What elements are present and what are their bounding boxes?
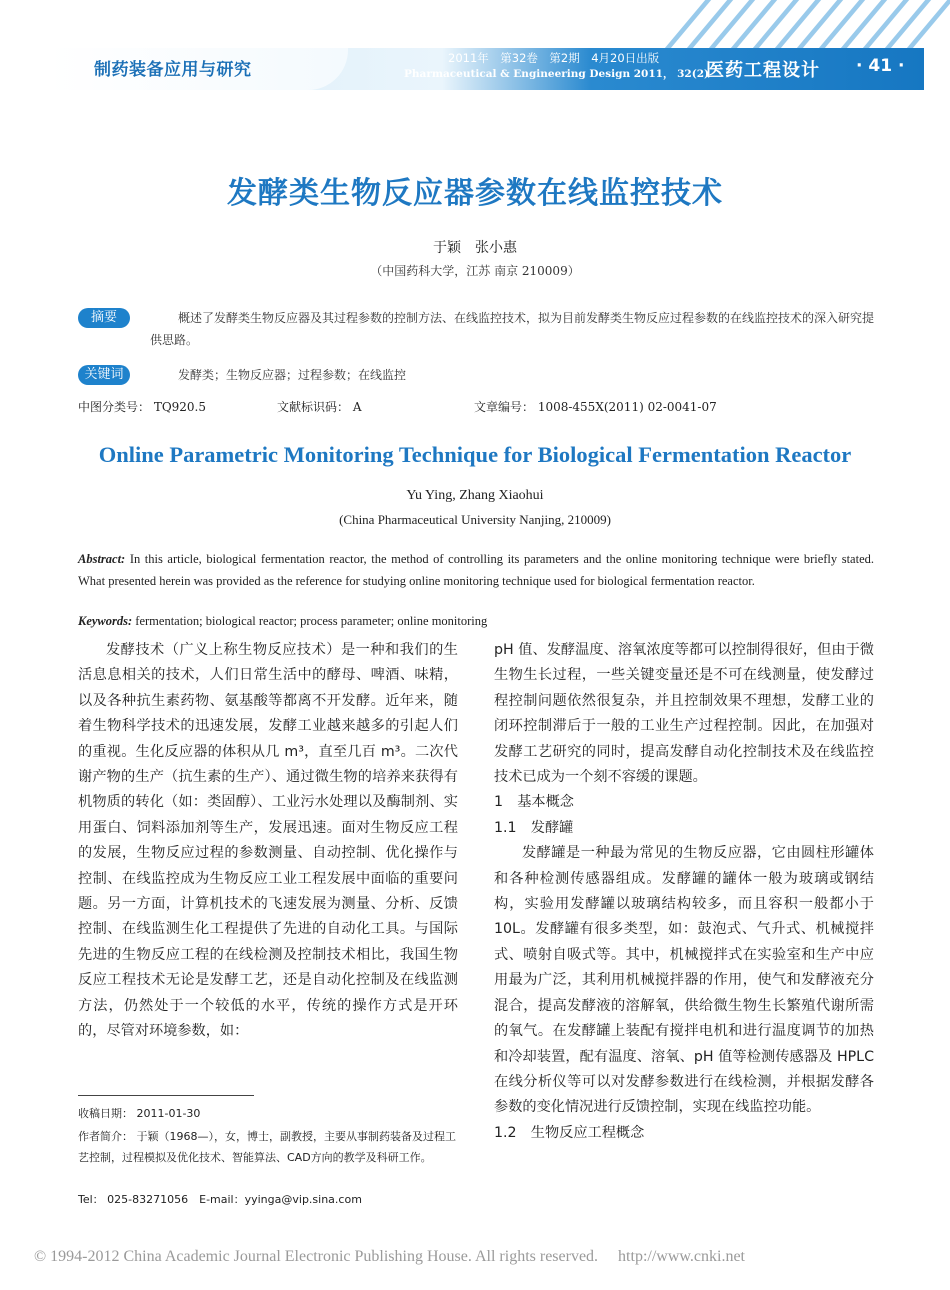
- keywords-en-text: fermentation; biological reactor; process parameter; online monitoring: [135, 614, 488, 628]
- body-column-right: [494, 638, 874, 1146]
- footnote-contact: Tel： 025-83271056 E-mail：yyinga@vip.sina.com: [78, 1193, 362, 1206]
- paper-title-en: Online Parametric Monitoring Technique for Biological Fermentation Reactor: [98, 442, 852, 467]
- clc-number: 中图分类号： TQ920.5: [78, 400, 207, 414]
- keywords-en: [78, 614, 874, 629]
- paper-title-cn: 发酵类生物反应器参数在线监控技术: [227, 176, 723, 211]
- keywords-badge: 关键词: [78, 365, 130, 385]
- affiliation-cn: （中国药科大学，江苏 南京 210009）: [370, 264, 580, 278]
- section-heading-1: 1 基本概念: [494, 794, 574, 811]
- document-code: 文献标识码： A: [277, 400, 362, 414]
- authors-cn: 于颖 张小惠: [433, 240, 517, 256]
- section-heading-1-1: 1.1 发酵罐: [494, 819, 574, 836]
- authors-en: Yu Ying, Zhang Xiaohui: [406, 488, 544, 503]
- abstract-en-text: In this article, biological fermentation reactor, the method of controlling its parameters and the online monitoring technique were briefly stated. What presented herein was provided as the reference for studying online monitoring technique used for biological fermentation reactor.: [78, 552, 874, 588]
- abstract-cn: 概述了发酵类生物反应器及其过程参数的控制方法、在线监控技术，拟为目前发酵类生物反应过程参数的在线监控技术的深入研究提供思路。: [150, 311, 875, 347]
- journal-name: 医药工程设计: [706, 60, 820, 81]
- footnote-author: 作者简介： 于颖（1968—），女，博士，副教授，主要从事制药装备及过程工艺控制，过程模拟及优化技术、智能算法、CAD方向的教学及科研工作。: [78, 1130, 456, 1164]
- abstract-badge: 摘要: [78, 308, 130, 328]
- keywords-cn: 发酵类；生物反应器；过程参数；在线监控: [178, 368, 407, 382]
- keywords-en-label: Keywords:: [78, 614, 133, 628]
- header-decorative-stripes: [640, 0, 950, 48]
- footnote-rule: [78, 1095, 254, 1096]
- affiliation-en: (China Pharmaceutical University Nanjing, 210009): [339, 512, 611, 527]
- abstract-en-label: Abstract:: [78, 552, 126, 566]
- copyright-footer: © 1994-2012 China Academic Journal Electronic Publishing House. All rights reserved. http://www.cnki.net: [34, 1248, 745, 1265]
- page-number: · 41 ·: [856, 56, 905, 76]
- body-paragraph: 发酵罐是一种最为常见的生物反应器，它由圆柱形罐体和各种检测传感器组成。发酵罐的罐体一般为玻璃或钢结构，实验用发酵罐以玻璃结构较多，而且容积一般都小于 10L。发酵罐有很多类型，如：鼓泡式、气升式、机械搅拌式、喷射自吸式等。其中，机械搅拌式在实验室和生产中应用最为广泛，其利用机械搅拌器的作用，使气和发酵液充分混合，提高发酵液的溶解氧，供给微生物生长繁殖代谢所需的氧气。在发酵罐上装配有搅拌电机和进行温度调节的加热和冷却装置，配有温度、溶氧、pH 值等检测传感器及 HPLC 在线分析仪等可以对发酵参数进行在线检测，并根据发酵各参数的变化情况进行反馈控制，实现在线监控功能。: [494, 845, 874, 1116]
- body-column-left: [78, 638, 458, 1045]
- abstract-en: [78, 549, 874, 592]
- article-number: 文章编号： 1008-455X(2011) 02-0041-07: [474, 400, 717, 414]
- issue-info-cn: 2011年 第32卷 第2期 4月20日出版: [448, 51, 660, 65]
- body-paragraph: pH 值、发酵温度、溶氧浓度等都可以控制得很好，但由于微生物生长过程，一些关键变量还是不可在线测量，使发酵过程控制问题依然很复杂，并且控制效果不理想，发酵工业的闭环控制滞后于一般的工业生产过程控制。因此，在加强对发酵工艺研究的同时，提高发酵自动化控制技术及在线监控技术已成为一个刻不容缓的课题。: [494, 642, 874, 786]
- footnote-received: 收稿日期： 2011-01-30: [78, 1107, 201, 1120]
- section-heading-1-2: 1.2 生物反应工程概念: [494, 1124, 645, 1141]
- section-name: 制药装备应用与研究: [94, 60, 252, 80]
- issue-info-en: Pharmaceutical & Engineering Design 2011， 32(2): [404, 68, 709, 80]
- body-paragraph: 发酵技术（广义上称生物反应技术）是一种和我们的生活息息相关的技术，人们日常生活中的酵母、啤酒、味精，以及各种抗生素药物、氨基酸等都离不开发酵。近年来，随着生物科学技术的迅速发展，发酵工业越来越多的引起人们的重视。生化反应器的体积从几 m³，直至几百 m³。二次代谢产物的生产（抗生素的生产）、通过微生物的培养来获得有机物质的转化（如：类固醇）、工业污水处理以及酶制剂、实用蛋白、饲料添加剂等生产，发展迅速。面对生物反应工程的发展，生物反应过程的参数测量、自动控制、优化操作与控制、在线监控成为生物反应工业工程发展中面临的重要问题。另一方面，计算机技术的飞速发展为测量、分析、反馈控制、在线监测生化工程提供了先进的自动化工具。与国际先进的生物反应工程的在线检测及控制技术相比，我国生物反应工程技术无论是发酵工艺，还是自动化控制及在线监测方法，仍然处于一个较低的水平，传统的操作方式是开环的，尽管对环境参数，如：: [78, 642, 458, 1040]
